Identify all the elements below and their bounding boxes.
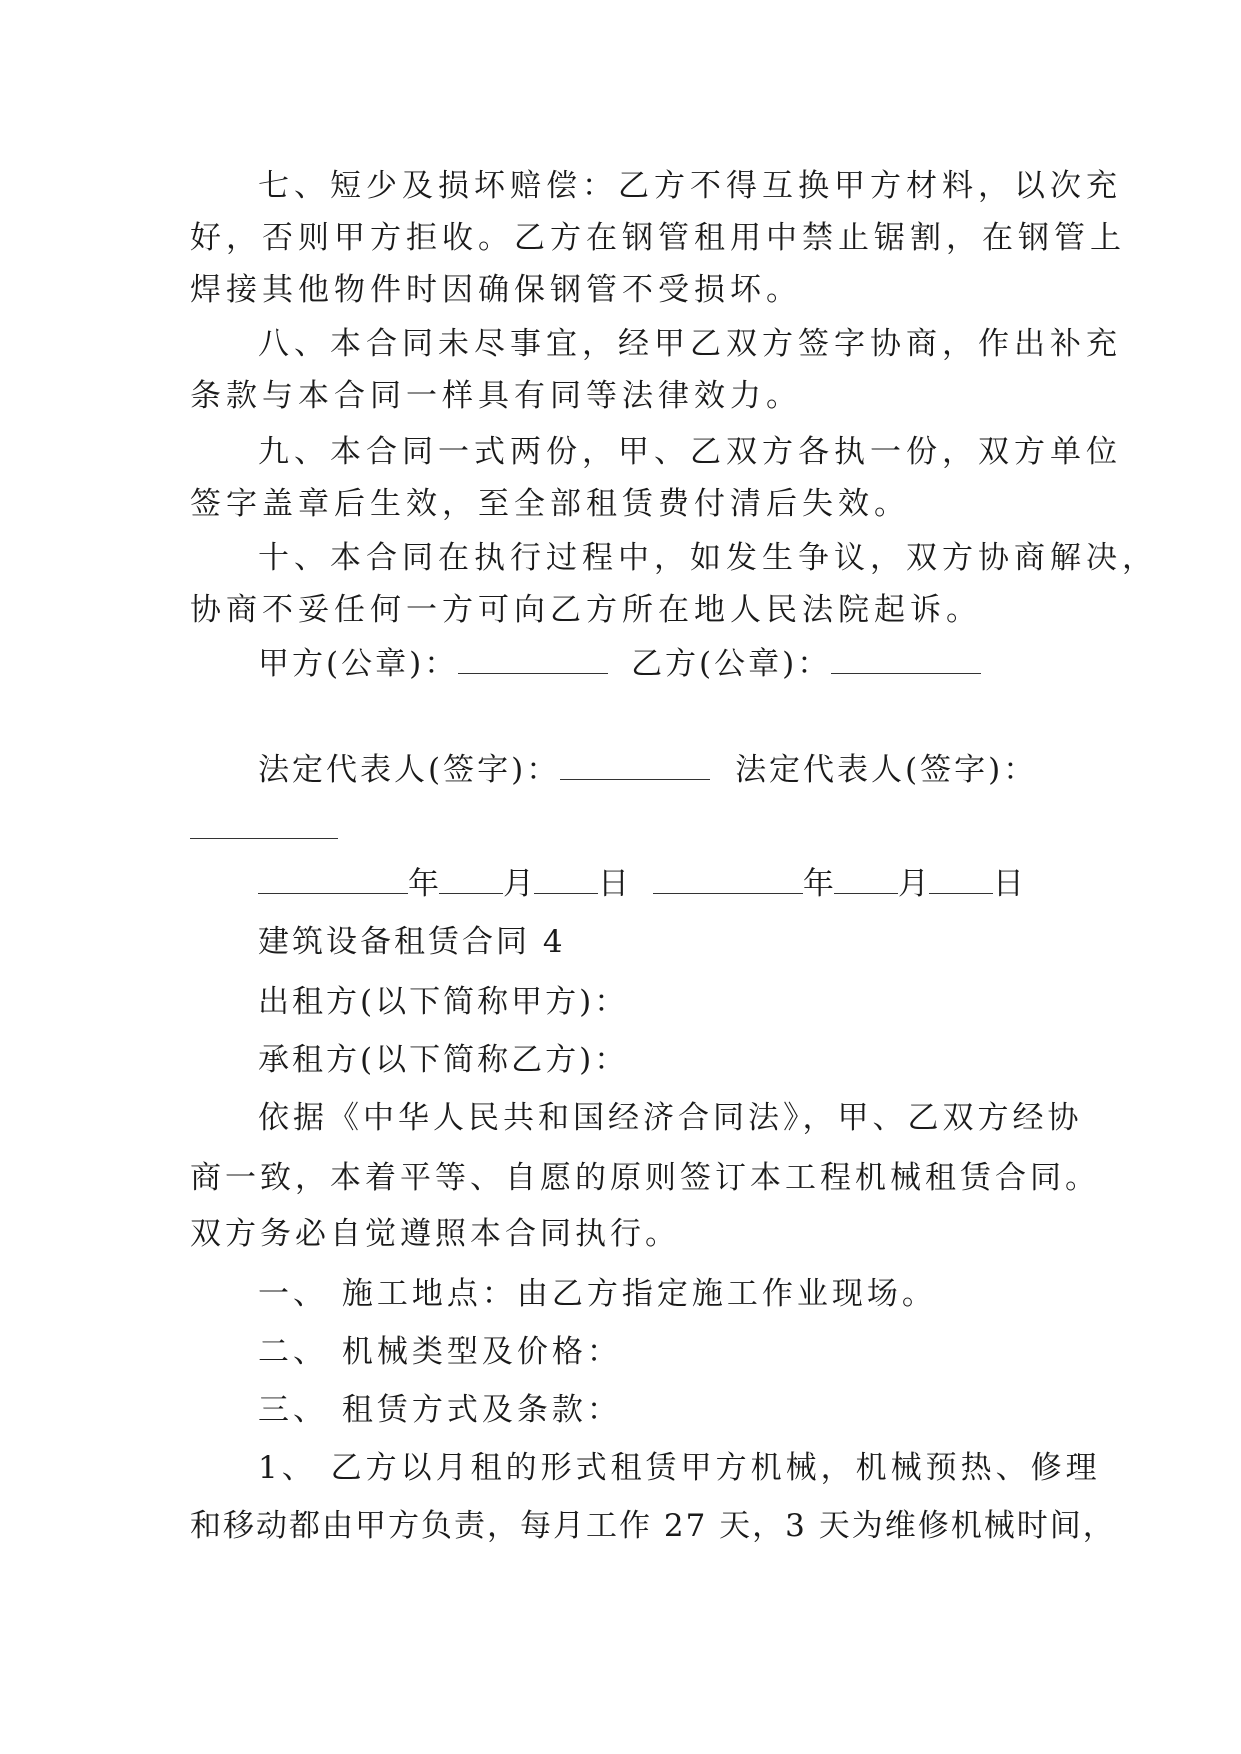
month-label: 月 — [503, 866, 534, 902]
party-b-day-blank — [929, 867, 993, 894]
year-label: 年 — [802, 866, 834, 902]
paragraph-line: 条款与本合同一样具有同等法律效力。 — [190, 378, 802, 414]
paragraph-line: 签字盖章后生效，至全部租赁费付清后失效。 — [190, 486, 910, 522]
clause-line: 二、 机械类型及价格： — [258, 1334, 622, 1370]
day-label: 日 — [598, 866, 629, 902]
paragraph-line: 九、本合同一式两份，甲、乙双方各执一份，双方单位 — [258, 434, 1122, 470]
paragraph-line: 焊接其他物件时因确保钢管不受损坏。 — [190, 272, 802, 308]
seal-signature-row — [258, 644, 981, 684]
party-b-month-blank — [834, 867, 898, 894]
party-b-rep-blank — [190, 838, 338, 839]
paragraph-line: 好，否则甲方拒收。乙方在钢管租用中禁止锯割，在钢管上 — [190, 220, 1126, 256]
party-a-rep-blank — [560, 753, 710, 780]
month-label: 月 — [897, 866, 929, 902]
party-b-seal-blank — [831, 647, 981, 674]
party-a-day-blank — [534, 867, 598, 894]
section-title: 建筑设备租赁合同 4 — [258, 924, 566, 960]
paragraph-line: 和移动都由甲方负责，每月工作 27 天，3 天为维修机械时间， — [190, 1508, 1116, 1544]
party-b-seal-label: 乙方(公章)： — [631, 646, 832, 682]
paragraph-line: 依据《中华人民共和国经济合同法》，甲、乙双方经协 — [258, 1100, 1083, 1136]
party-a-year-blank — [258, 867, 408, 894]
year-label: 年 — [408, 866, 439, 902]
paragraph-line: 双方务必自觉遵照本合同执行。 — [190, 1216, 680, 1252]
paragraph-line: 八、本合同未尽事宜，经甲乙双方签字协商，作出补充 — [258, 326, 1122, 362]
paragraph-line: 十、本合同在执行过程中，如发生争议，双方协商解决， — [258, 540, 1158, 576]
paragraph-line: 商一致，本着平等、自愿的原则签订本工程机械租赁合同。 — [190, 1160, 1100, 1196]
day-label: 日 — [992, 866, 1024, 902]
paragraph-line: 1、 乙方以月租的形式租赁甲方机械，机械预热、修理 — [258, 1450, 1101, 1486]
paragraph-line: 协商不妥任何一方可向乙方所在地人民法院起诉。 — [190, 592, 982, 628]
paragraph-line: 七、短少及损坏赔偿：乙方不得互换甲方材料，以次充 — [258, 168, 1122, 204]
party-a-seal-label: 甲方(公章)： — [258, 646, 459, 682]
lessor-line: 出租方(以下简称甲方)： — [258, 984, 629, 1020]
clause-line: 一、 施工地点：由乙方指定施工作业现场。 — [258, 1276, 937, 1312]
party-a-month-blank — [439, 867, 503, 894]
representative-signature-row — [258, 750, 1037, 790]
party-a-rep-label: 法定代表人(签字)： — [258, 752, 561, 788]
date-row — [258, 864, 1024, 904]
party-a-seal-blank — [458, 647, 608, 674]
party-b-rep-label: 法定代表人(签字)： — [735, 752, 1038, 788]
lessee-line: 承租方(以下简称乙方)： — [258, 1042, 629, 1078]
clause-line: 三、 租赁方式及条款： — [258, 1392, 622, 1428]
party-b-year-blank — [653, 867, 803, 894]
